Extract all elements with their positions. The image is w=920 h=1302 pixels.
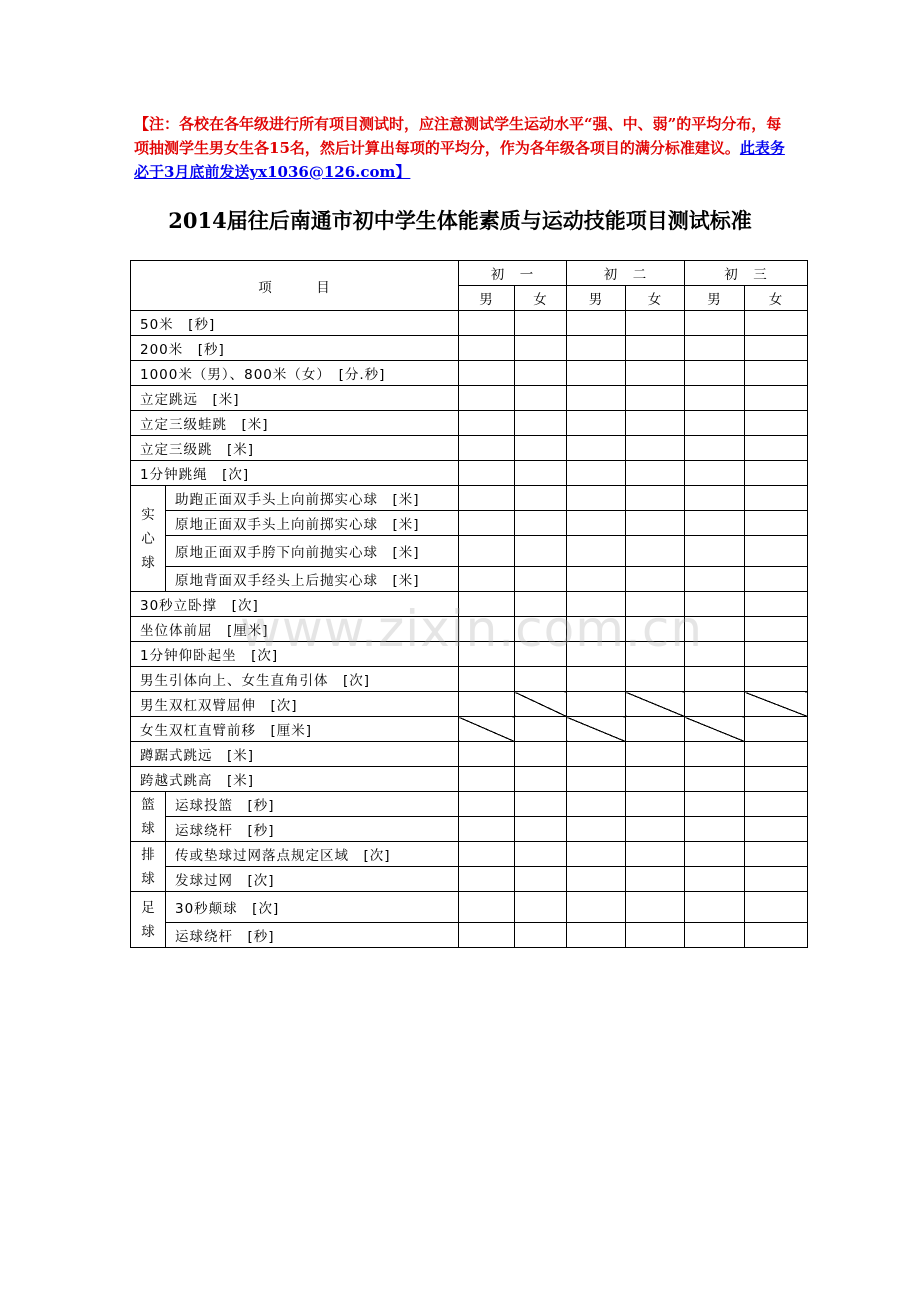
value-cell[interactable] bbox=[685, 436, 745, 461]
value-cell[interactable] bbox=[567, 536, 626, 567]
row-label: 立定三级蛙跳 [米] bbox=[131, 411, 459, 436]
group-char: 心 bbox=[141, 530, 155, 547]
row-label: 发球过网 [次] bbox=[166, 867, 459, 892]
value-cell[interactable] bbox=[745, 311, 808, 336]
value-cell[interactable] bbox=[685, 617, 745, 642]
value-cell[interactable] bbox=[515, 642, 567, 667]
value-cell[interactable] bbox=[626, 336, 685, 361]
value-cell[interactable] bbox=[685, 923, 745, 948]
row-label: 立定三级跳 [米] bbox=[131, 436, 459, 461]
value-cell[interactable] bbox=[745, 717, 808, 742]
value-cell[interactable] bbox=[567, 461, 626, 486]
value-cell[interactable] bbox=[626, 817, 685, 842]
value-cell[interactable] bbox=[515, 617, 567, 642]
group-label-football bbox=[131, 892, 166, 948]
value-cell[interactable] bbox=[626, 361, 685, 386]
value-cell[interactable] bbox=[685, 742, 745, 767]
disabled-cell bbox=[459, 717, 515, 742]
table-row bbox=[131, 923, 808, 948]
note-paragraph bbox=[134, 112, 794, 184]
table-row bbox=[131, 511, 808, 536]
value-cell[interactable] bbox=[459, 486, 515, 511]
row-label: 男生引体向上、女生直角引体 [次] bbox=[131, 667, 459, 692]
row-label: 原地正面双手头上向前掷实心球 [米] bbox=[166, 511, 459, 536]
disabled-cell bbox=[626, 692, 685, 717]
value-cell[interactable] bbox=[685, 642, 745, 667]
value-cell[interactable] bbox=[515, 411, 567, 436]
group-char: 足 bbox=[141, 899, 155, 916]
table-row bbox=[131, 892, 808, 923]
value-cell[interactable] bbox=[567, 361, 626, 386]
value-cell[interactable] bbox=[745, 361, 808, 386]
value-cell[interactable] bbox=[515, 311, 567, 336]
row-label: 女生双杠直臂前移 [厘米] bbox=[131, 717, 459, 742]
value-cell[interactable] bbox=[685, 692, 745, 717]
value-cell[interactable] bbox=[567, 642, 626, 667]
group-label-medicine-ball bbox=[131, 486, 166, 592]
value-cell[interactable] bbox=[567, 792, 626, 817]
row-label: 立定跳远 [米] bbox=[131, 386, 459, 411]
value-cell[interactable] bbox=[515, 567, 567, 592]
value-cell[interactable] bbox=[515, 817, 567, 842]
value-cell[interactable] bbox=[685, 486, 745, 511]
value-cell[interactable] bbox=[567, 892, 626, 923]
value-cell[interactable] bbox=[567, 923, 626, 948]
value-cell[interactable] bbox=[567, 667, 626, 692]
value-cell[interactable] bbox=[626, 386, 685, 411]
row-label: 男生双杠双臂屈伸 [次] bbox=[131, 692, 459, 717]
row-label: 30秒颠球 [次] bbox=[166, 892, 459, 923]
value-cell[interactable] bbox=[459, 817, 515, 842]
value-cell[interactable] bbox=[685, 842, 745, 867]
group-label-volleyball bbox=[131, 842, 166, 892]
value-cell[interactable] bbox=[745, 792, 808, 817]
value-cell[interactable] bbox=[567, 511, 626, 536]
value-cell[interactable] bbox=[459, 511, 515, 536]
header-gender: 男 bbox=[685, 286, 745, 311]
table-row bbox=[131, 692, 808, 717]
header-gender: 男 bbox=[459, 286, 515, 311]
value-cell[interactable] bbox=[626, 717, 685, 742]
value-cell[interactable] bbox=[745, 436, 808, 461]
table-row bbox=[131, 617, 808, 642]
value-cell[interactable] bbox=[567, 386, 626, 411]
value-cell[interactable] bbox=[685, 386, 745, 411]
value-cell[interactable] bbox=[626, 742, 685, 767]
value-cell[interactable] bbox=[567, 742, 626, 767]
value-cell[interactable] bbox=[567, 867, 626, 892]
value-cell[interactable] bbox=[515, 867, 567, 892]
value-cell[interactable] bbox=[567, 592, 626, 617]
value-cell[interactable] bbox=[567, 486, 626, 511]
value-cell[interactable] bbox=[626, 592, 685, 617]
value-cell[interactable] bbox=[515, 461, 567, 486]
row-label: 坐位体前屈 [厘米] bbox=[131, 617, 459, 642]
value-cell[interactable] bbox=[685, 892, 745, 923]
row-label: 助跑正面双手头上向前掷实心球 [米] bbox=[166, 486, 459, 511]
value-cell[interactable] bbox=[626, 867, 685, 892]
header-gender: 女 bbox=[515, 286, 567, 311]
value-cell[interactable] bbox=[459, 592, 515, 617]
row-label: 传或垫球过网落点规定区域 [次] bbox=[166, 842, 459, 867]
value-cell[interactable] bbox=[567, 411, 626, 436]
group-char: 排 bbox=[141, 846, 155, 863]
table-row bbox=[131, 361, 808, 386]
value-cell[interactable] bbox=[685, 311, 745, 336]
value-cell[interactable] bbox=[459, 567, 515, 592]
table-row bbox=[131, 792, 808, 817]
watermark: www.zixin.com.cn bbox=[240, 600, 704, 658]
value-cell[interactable] bbox=[626, 536, 685, 567]
value-cell[interactable] bbox=[745, 817, 808, 842]
group-char: 篮 bbox=[141, 796, 155, 813]
value-cell[interactable] bbox=[459, 892, 515, 923]
row-label: 50米 [秒] bbox=[131, 311, 459, 336]
value-cell[interactable] bbox=[685, 411, 745, 436]
header-grade-1: 初 一 bbox=[459, 261, 567, 286]
value-cell[interactable] bbox=[745, 536, 808, 567]
value-cell[interactable] bbox=[515, 386, 567, 411]
value-cell[interactable] bbox=[459, 667, 515, 692]
value-cell[interactable] bbox=[459, 692, 515, 717]
value-cell[interactable] bbox=[685, 867, 745, 892]
disabled-cell bbox=[515, 692, 567, 717]
value-cell[interactable] bbox=[459, 411, 515, 436]
value-cell[interactable] bbox=[626, 892, 685, 923]
table-row bbox=[131, 842, 808, 867]
value-cell[interactable] bbox=[459, 792, 515, 817]
value-cell[interactable] bbox=[685, 361, 745, 386]
value-cell[interactable] bbox=[459, 386, 515, 411]
group-label-basketball bbox=[131, 792, 166, 842]
table-row bbox=[131, 386, 808, 411]
value-cell[interactable] bbox=[515, 923, 567, 948]
table-row bbox=[131, 486, 808, 511]
value-cell[interactable] bbox=[567, 336, 626, 361]
table-row bbox=[131, 567, 808, 592]
header-grade-3: 初 三 bbox=[685, 261, 808, 286]
value-cell[interactable] bbox=[515, 717, 567, 742]
value-cell[interactable] bbox=[685, 817, 745, 842]
table-row bbox=[131, 867, 808, 892]
table-row bbox=[131, 592, 808, 617]
value-cell[interactable] bbox=[745, 411, 808, 436]
value-cell[interactable] bbox=[459, 767, 515, 792]
value-cell[interactable] bbox=[515, 742, 567, 767]
table-row bbox=[131, 817, 808, 842]
value-cell[interactable] bbox=[515, 511, 567, 536]
note-text: 【注：各校在各年级进行所有项目测试时，应注意测试学生运动水平“强、中、弱”的平均分布，每项抽测学生男女生各15名，然后计算出每项的平均分，作为各年级各项目的满分标准建议。 bbox=[134, 115, 782, 157]
value-cell[interactable] bbox=[745, 617, 808, 642]
value-cell[interactable] bbox=[459, 361, 515, 386]
value-cell[interactable] bbox=[685, 567, 745, 592]
value-cell[interactable] bbox=[626, 436, 685, 461]
group-char: 实 bbox=[141, 506, 155, 523]
value-cell[interactable] bbox=[567, 617, 626, 642]
row-label: 运球绕杆 [秒] bbox=[166, 817, 459, 842]
value-cell[interactable] bbox=[685, 536, 745, 567]
table-row bbox=[131, 411, 808, 436]
value-cell[interactable] bbox=[745, 842, 808, 867]
value-cell[interactable] bbox=[459, 436, 515, 461]
value-cell[interactable] bbox=[745, 511, 808, 536]
value-cell[interactable] bbox=[515, 536, 567, 567]
value-cell[interactable] bbox=[515, 767, 567, 792]
value-cell[interactable] bbox=[567, 436, 626, 461]
value-cell[interactable] bbox=[745, 742, 808, 767]
disabled-cell bbox=[745, 692, 808, 717]
value-cell[interactable] bbox=[626, 792, 685, 817]
value-cell[interactable] bbox=[745, 923, 808, 948]
value-cell[interactable] bbox=[685, 767, 745, 792]
value-cell[interactable] bbox=[626, 767, 685, 792]
row-label: 原地背面双手经头上后抛实心球 [米] bbox=[166, 567, 459, 592]
value-cell[interactable] bbox=[745, 767, 808, 792]
value-cell[interactable] bbox=[745, 867, 808, 892]
value-cell[interactable] bbox=[626, 567, 685, 592]
header-grade-2: 初 二 bbox=[567, 261, 685, 286]
group-char: 球 bbox=[141, 554, 155, 571]
value-cell[interactable] bbox=[567, 842, 626, 867]
table-row bbox=[131, 461, 808, 486]
value-cell[interactable] bbox=[685, 792, 745, 817]
value-cell[interactable] bbox=[515, 792, 567, 817]
table-row bbox=[131, 311, 808, 336]
value-cell[interactable] bbox=[459, 461, 515, 486]
value-cell[interactable] bbox=[515, 336, 567, 361]
value-cell[interactable] bbox=[626, 842, 685, 867]
value-cell[interactable] bbox=[745, 667, 808, 692]
value-cell[interactable] bbox=[459, 336, 515, 361]
value-cell[interactable] bbox=[745, 336, 808, 361]
row-label: 1000米（男）、800米（女） [分.秒] bbox=[131, 361, 459, 386]
value-cell[interactable] bbox=[459, 923, 515, 948]
disabled-cell bbox=[567, 717, 626, 742]
value-cell[interactable] bbox=[745, 592, 808, 617]
value-cell[interactable] bbox=[626, 667, 685, 692]
row-label: 30秒立卧撑 [次] bbox=[131, 592, 459, 617]
value-cell[interactable] bbox=[626, 923, 685, 948]
standards-table bbox=[130, 260, 808, 948]
value-cell[interactable] bbox=[459, 536, 515, 567]
value-cell[interactable] bbox=[515, 667, 567, 692]
table-row bbox=[131, 667, 808, 692]
value-cell[interactable] bbox=[515, 486, 567, 511]
value-cell[interactable] bbox=[745, 461, 808, 486]
header-gender: 女 bbox=[745, 286, 808, 311]
value-cell[interactable] bbox=[515, 436, 567, 461]
group-char: 球 bbox=[141, 923, 155, 940]
value-cell[interactable] bbox=[459, 867, 515, 892]
value-cell[interactable] bbox=[745, 642, 808, 667]
value-cell[interactable] bbox=[515, 842, 567, 867]
value-cell[interactable] bbox=[515, 361, 567, 386]
value-cell[interactable] bbox=[626, 511, 685, 536]
table-row bbox=[131, 436, 808, 461]
row-label: 1分钟仰卧起坐 [次] bbox=[131, 642, 459, 667]
email-link[interactable]: 此表务必于3月底前发送yx1036@126.com】 bbox=[134, 139, 785, 181]
table-row bbox=[131, 767, 808, 792]
value-cell[interactable] bbox=[745, 486, 808, 511]
value-cell[interactable] bbox=[626, 311, 685, 336]
value-cell[interactable] bbox=[745, 892, 808, 923]
row-label: 运球绕杆 [秒] bbox=[166, 923, 459, 948]
value-cell[interactable] bbox=[567, 311, 626, 336]
row-label: 跨越式跳高 [米] bbox=[131, 767, 459, 792]
table-row bbox=[131, 336, 808, 361]
value-cell[interactable] bbox=[626, 617, 685, 642]
row-label: 1分钟跳绳 [次] bbox=[131, 461, 459, 486]
value-cell[interactable] bbox=[685, 511, 745, 536]
group-char: 球 bbox=[141, 870, 155, 887]
table-row bbox=[131, 642, 808, 667]
header-row-grades bbox=[131, 261, 808, 286]
value-cell[interactable] bbox=[567, 767, 626, 792]
value-cell[interactable] bbox=[515, 592, 567, 617]
table-row bbox=[131, 536, 808, 567]
value-cell[interactable] bbox=[685, 461, 745, 486]
value-cell[interactable] bbox=[459, 642, 515, 667]
value-cell[interactable] bbox=[685, 667, 745, 692]
row-label: 200米 [秒] bbox=[131, 336, 459, 361]
table-row bbox=[131, 742, 808, 767]
value-cell[interactable] bbox=[685, 592, 745, 617]
value-cell[interactable] bbox=[567, 567, 626, 592]
value-cell[interactable] bbox=[626, 642, 685, 667]
header-gender: 男 bbox=[567, 286, 626, 311]
value-cell[interactable] bbox=[459, 311, 515, 336]
value-cell[interactable] bbox=[459, 842, 515, 867]
disabled-cell bbox=[685, 717, 745, 742]
row-label: 运球投篮 [秒] bbox=[166, 792, 459, 817]
group-char: 球 bbox=[141, 820, 155, 837]
header-item: 项 目 bbox=[131, 261, 459, 311]
header-gender: 女 bbox=[626, 286, 685, 311]
value-cell[interactable] bbox=[685, 336, 745, 361]
document-title: 2014届往后南通市初中学生体能素质与运动技能项目测试标准 bbox=[168, 208, 752, 233]
value-cell[interactable] bbox=[567, 692, 626, 717]
row-label: 蹲踞式跳远 [米] bbox=[131, 742, 459, 767]
value-cell[interactable] bbox=[459, 742, 515, 767]
row-label: 原地正面双手胯下向前抛实心球 [米] bbox=[166, 536, 459, 567]
value-cell[interactable] bbox=[745, 386, 808, 411]
value-cell[interactable] bbox=[515, 892, 567, 923]
value-cell[interactable] bbox=[459, 617, 515, 642]
value-cell[interactable] bbox=[745, 567, 808, 592]
table-row bbox=[131, 717, 808, 742]
value-cell[interactable] bbox=[626, 461, 685, 486]
value-cell[interactable] bbox=[626, 411, 685, 436]
value-cell[interactable] bbox=[567, 817, 626, 842]
value-cell[interactable] bbox=[626, 486, 685, 511]
